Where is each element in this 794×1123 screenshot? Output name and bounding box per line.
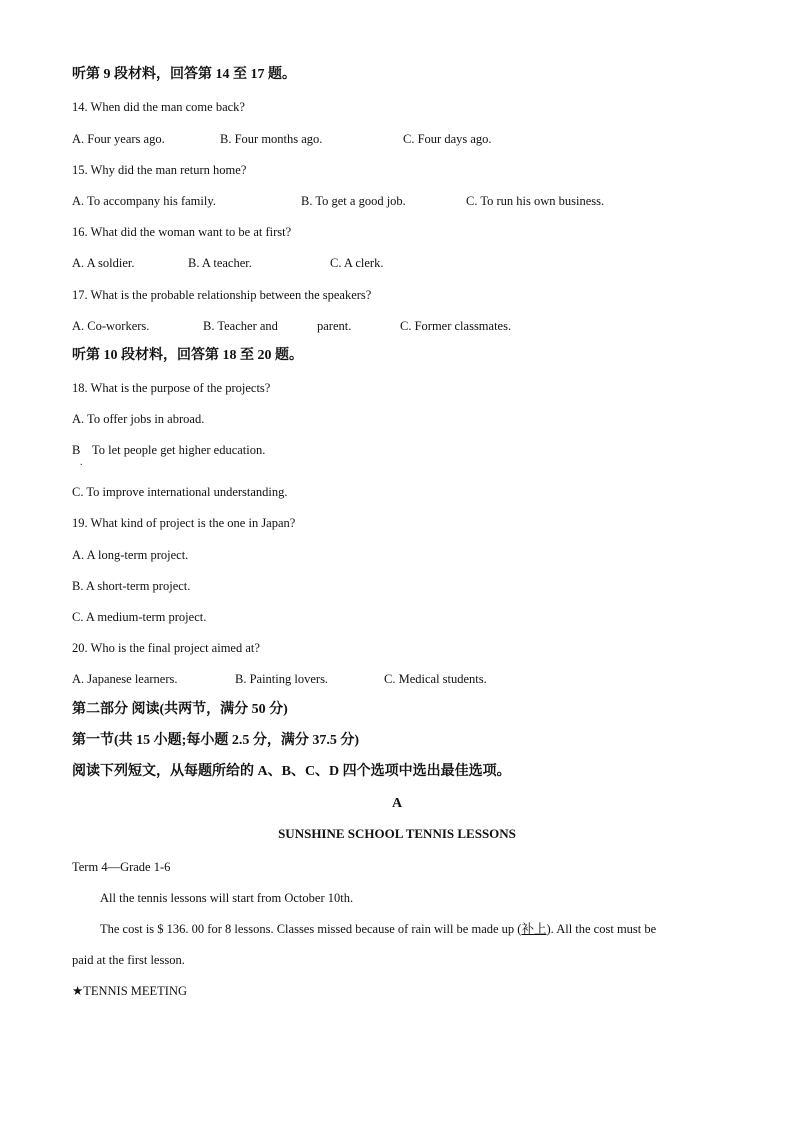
q14-option-c: C. Four days ago. xyxy=(403,132,492,146)
paragraph-2-text-after: ). All the cost must be xyxy=(546,922,657,936)
q16-option-a: A. A soldier. xyxy=(72,256,135,270)
section-1-header: 第一节(共 15 小题;每小题 2.5 分，满分 37.5 分) xyxy=(72,733,359,748)
part-2-header: 第二部分 阅读(共两节，满分 50 分) xyxy=(72,702,288,717)
paragraph-2-line-1 xyxy=(100,921,656,937)
q18-option-b-dot: . xyxy=(80,457,83,468)
paragraph-2-line-2: paid at the first lesson. xyxy=(72,953,185,967)
question-18: 18. What is the purpose of the projects? xyxy=(72,381,271,395)
question-14: 14. When did the man come back? xyxy=(72,100,245,114)
q14-option-b: B. Four months ago. xyxy=(220,132,323,146)
q15-option-a: A. To accompany his family. xyxy=(72,194,216,208)
question-17: 17. What is the probable relationship between the speakers? xyxy=(72,288,372,302)
paragraph-2-note: 补上 xyxy=(521,922,547,936)
q14-option-a: A. Four years ago. xyxy=(72,132,165,146)
passage-letter: A xyxy=(391,796,403,811)
reading-instruction: 阅读下列短文，从每题所给的 A、B、C、D 四个选项中选出最佳选项。 xyxy=(72,764,511,779)
question-20: 20. Who is the final project aimed at? xyxy=(72,641,260,655)
section-9-header: 听第 9 段材料，回答第 14 至 17 题。 xyxy=(72,67,296,82)
q15-option-b: B. To get a good job. xyxy=(301,194,406,208)
q19-option-b: B. A short-term project. xyxy=(72,579,191,593)
section-10-header: 听第 10 段材料，回答第 18 至 20 题。 xyxy=(72,348,303,363)
q16-option-c: C. A clerk. xyxy=(330,256,384,270)
q17-option-b-part2: parent. xyxy=(317,319,352,333)
q20-option-c: C. Medical students. xyxy=(384,672,487,686)
q16-option-b: B. A teacher. xyxy=(188,256,252,270)
term-line: Term 4—Grade 1-6 xyxy=(72,860,171,874)
tennis-meeting-heading: ★TENNIS MEETING xyxy=(72,984,188,998)
q15-option-c: C. To run his own business. xyxy=(466,194,605,208)
q20-option-a: A. Japanese learners. xyxy=(72,672,178,686)
question-19: 19. What kind of project is the one in Japan? xyxy=(72,516,296,530)
q17-option-c: C. Former classmates. xyxy=(400,319,512,333)
q18-option-c: C. To improve international understanding. xyxy=(72,485,288,499)
q19-option-c: C. A medium-term project. xyxy=(72,610,207,624)
passage-title: SUNSHINE SCHOOL TENNIS LESSONS xyxy=(278,826,516,841)
q20-option-b: B. Painting lovers. xyxy=(235,672,329,686)
q18-option-b-letter: B xyxy=(72,443,81,457)
q18-option-b: To let people get higher education. xyxy=(92,443,266,457)
paragraph-2-text-before: The cost is $ 136. 00 for 8 lessons. Classes missed because of rain will be made up ( xyxy=(100,922,522,936)
q18-option-a: A. To offer jobs in abroad. xyxy=(72,412,205,426)
question-15: 15. Why did the man return home? xyxy=(72,163,247,177)
q19-option-a: A. A long-term project. xyxy=(72,548,189,562)
q17-option-b-part1: B. Teacher and xyxy=(203,319,278,333)
q17-option-a: A. Co-workers. xyxy=(72,319,150,333)
question-16: 16. What did the woman want to be at first? xyxy=(72,225,292,239)
paragraph-1: All the tennis lessons will start from October 10th. xyxy=(100,891,354,905)
